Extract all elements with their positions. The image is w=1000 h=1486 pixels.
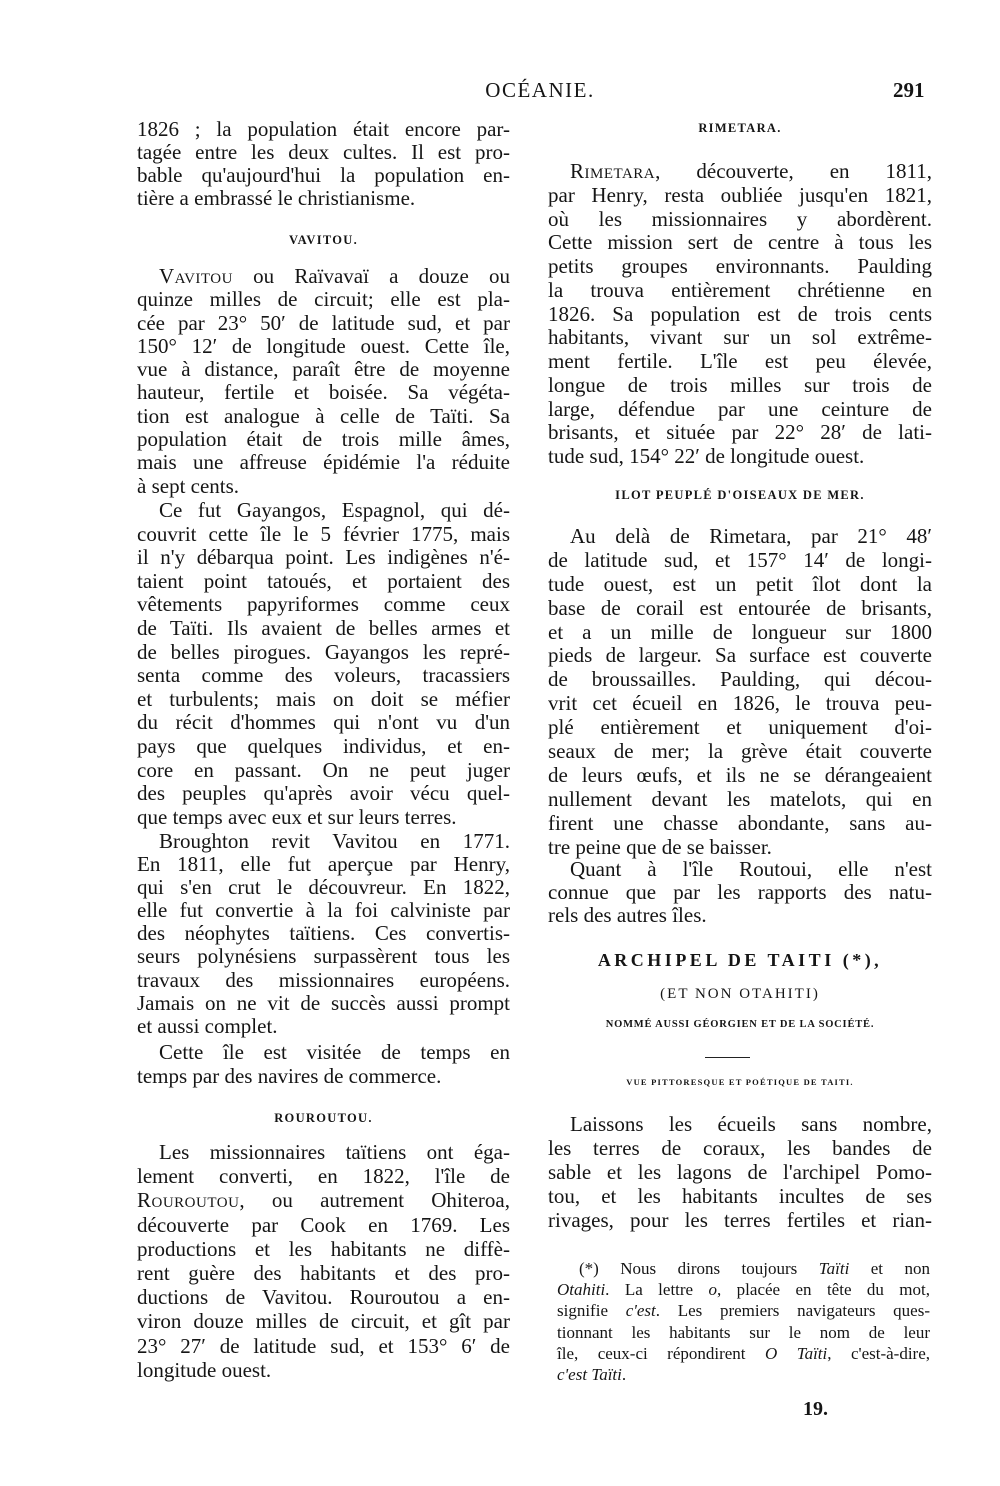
text-run: 1826 ; la population était encore par-: [137, 117, 510, 141]
text-run: Cette mission sert de centre à tous les: [548, 230, 932, 255]
paragraph: [548, 1112, 932, 1232]
footnote: [557, 1258, 930, 1388]
text-line: [137, 335, 510, 358]
text-run: Quant à l'île Routoui, elle n'est: [570, 857, 932, 881]
text-line: [137, 922, 510, 945]
text-line: [548, 421, 932, 445]
text-line: [137, 475, 510, 498]
text-line: [137, 141, 510, 164]
text-run: des peuples qu'après avoir vécu quel-: [137, 781, 510, 806]
paragraph: [137, 265, 510, 498]
text-line: [548, 597, 932, 621]
text-line: [137, 1015, 510, 1038]
text-run: longitude ouest.: [137, 1357, 272, 1382]
text-line: [548, 303, 932, 327]
text-line: [137, 451, 510, 474]
text-line: [137, 428, 510, 451]
text-line: [548, 350, 932, 374]
text-line: [137, 830, 510, 853]
text-line: [548, 881, 932, 904]
text-line: [137, 1188, 510, 1212]
small-caps-name: Vavitou: [159, 264, 233, 288]
text-line: [548, 788, 932, 812]
text-line: [137, 381, 510, 404]
text-line: [548, 445, 932, 469]
text-run: du récit d'hommes qui n'ont vu d'un: [137, 710, 510, 735]
text-line: [137, 945, 510, 968]
text-run: elle fut convertie à la foi calviniste par: [137, 898, 510, 923]
text-run: cée par 23° 50′ de latitude sud, et par: [137, 310, 510, 335]
text-run: de leurs œufs, et ils ne se dérangeaient: [548, 762, 932, 787]
italic-text: O Taïti: [764, 1343, 828, 1363]
section-subtitle: (ET NON OTAHITI): [660, 986, 820, 1002]
text-run: qui s'en crut le découvreur. En 1822,: [137, 875, 510, 900]
running-title: OCÉANIE.: [485, 78, 595, 102]
text-run: rivages, pour les terres fertiles et rian-: [548, 1208, 932, 1232]
text-line: [137, 1358, 510, 1382]
text-run: longue de trois milles sur trois de: [548, 372, 932, 397]
divider-rule: [705, 1057, 750, 1058]
text-run: de belles pirogues. Gayangos les repré-: [137, 639, 510, 664]
text-line: [137, 570, 510, 594]
text-run: viron douze milles de circuit, et gît par: [137, 1309, 510, 1334]
text-line: [548, 255, 932, 279]
text-run: les terres de coraux, les bandes de: [548, 1136, 932, 1160]
paragraph: [137, 499, 510, 829]
text-run: île, ceux-ci répondirent: [557, 1343, 765, 1363]
text-run: (*) Nous dirons toujours: [579, 1259, 819, 1278]
text-line: [137, 711, 510, 735]
text-line: [137, 782, 510, 806]
italic-text: o: [708, 1280, 718, 1300]
text-run: core en passant. On ne peut juger: [137, 757, 510, 782]
text-line: [548, 858, 932, 881]
text-run: productions et les habitants ne diffè-: [137, 1236, 510, 1261]
text-run: seaux de mer; la grève était couverte: [548, 739, 932, 764]
italic-text: c'est Taïti: [557, 1364, 622, 1384]
text-line: [548, 692, 932, 716]
text-run: , ou autrement Ohiteroa,: [239, 1188, 510, 1213]
text-run: . Les premiers navigateurs ques-: [655, 1301, 930, 1321]
text-run: , c'est-à-dire,: [827, 1343, 931, 1363]
text-run: Laissons les écueils sans nombre,: [570, 1112, 932, 1136]
text-line: [137, 1285, 510, 1309]
text-run: vêtements papyriformes comme ceux: [137, 592, 510, 617]
text-line: [137, 688, 510, 712]
text-run: de broussailles. Paulding, qui décou-: [548, 667, 932, 692]
text-line: [137, 523, 510, 547]
left-column: [137, 0, 510, 1400]
text-line: [548, 716, 932, 740]
text-run: des néophytes taïtiens. Ces convertis-: [137, 921, 510, 946]
section-heading: ROUROUTOU.: [274, 1111, 373, 1125]
text-run: Au delà de Rimetara, par 21° 48′: [570, 524, 932, 548]
text-run: population était de trois mille âmes,: [137, 427, 510, 452]
text-line: [137, 1040, 510, 1064]
text-line: [548, 160, 932, 184]
text-run: large, défendue par une ceinture de: [548, 396, 932, 421]
text-run: pieds de largeur. Sa surface est couverte: [548, 643, 932, 668]
text-line: [137, 499, 510, 523]
page-number: 291: [893, 78, 925, 102]
text-run: vrit cet écueil en 1826, le trouva peu-: [548, 691, 932, 716]
text-line: [548, 279, 932, 303]
text-run: couvrit cette île le 5 février 1775, mais: [137, 521, 510, 546]
text-run: à sept cents.: [137, 473, 240, 498]
text-line: [548, 644, 932, 668]
text-run: lement converti, en 1822, l'île de: [137, 1164, 510, 1189]
text-line: [137, 1064, 510, 1088]
section-subheading: VUE PITTORESQUE ET POÉTIQUE DE TAITI.: [626, 1077, 854, 1087]
text-run: sable et les lagons de l'archipel Pomo-: [548, 1160, 932, 1184]
right-column: [548, 0, 932, 1400]
footnote-line: [557, 1322, 930, 1343]
text-run: Ce fut Gayangos, Espagnol, qui dé-: [159, 498, 510, 522]
text-line: [137, 735, 510, 759]
text-run: tionnant les habitants sur le nom de leur: [557, 1322, 930, 1342]
paragraph: [548, 525, 932, 859]
text-run: firent une chasse abondante, sans au-: [548, 810, 932, 835]
paragraph: [548, 858, 932, 927]
text-line: [137, 1237, 510, 1261]
text-run: pays que quelques individus, et en-: [137, 733, 510, 758]
text-line: [137, 1140, 510, 1164]
text-run: tagée entre les deux cultes. Il est pro-: [137, 140, 510, 164]
section-title: ARCHIPEL DE TAITI (*),: [597, 950, 883, 970]
text-line: [137, 992, 510, 1015]
text-run: Jamais on ne vit de succès aussi prompt: [137, 990, 510, 1015]
text-run: 1826. Sa population est de trois cents: [548, 301, 932, 326]
text-run: il n'y débarqua point. Les indigènes n'é-: [137, 545, 510, 570]
text-line: [137, 899, 510, 922]
small-caps-name: Rouroutou: [137, 1188, 240, 1213]
text-line: [137, 265, 510, 288]
text-run: la trouva entièrement chrétienne en: [548, 277, 932, 302]
text-run: signifie: [557, 1301, 626, 1321]
text-line: [548, 549, 932, 573]
text-line: [548, 764, 932, 788]
text-run: brisants, et située par 22° 28′ de lati-: [548, 420, 932, 445]
text-run: petits groupes environnants. Paulding: [548, 254, 932, 278]
text-run: tière a embrassé le christianisme.: [137, 186, 416, 210]
text-run: . La lettre: [605, 1280, 709, 1300]
text-run: seurs polynésiens surpassèrent tous les: [137, 944, 510, 969]
text-line: [548, 1184, 932, 1208]
text-run: et a un mille de longueur sur 1800: [548, 619, 932, 644]
text-line: [548, 904, 932, 927]
text-run: base de corail est entourée de brisants,: [548, 595, 932, 620]
text-run: habitants, vivant sur un sol extrême-: [548, 325, 932, 350]
text-line: [548, 1112, 932, 1136]
text-run: tre peine que de se baisser.: [548, 834, 772, 859]
text-line: [137, 593, 510, 617]
text-run: où les missionnaires y abordèrent.: [548, 206, 932, 231]
text-run: de latitude sud, et 157° 14′ de longi-: [548, 547, 932, 572]
text-run: bable qu'aujourd'hui la population en-: [137, 163, 510, 187]
section-alt-name: NOMMÉ AUSSI GÉORGIEN ET DE LA SOCIÉTÉ.: [605, 1019, 875, 1030]
section-heading: RIMETARA.: [698, 121, 782, 135]
text-line: [548, 1208, 932, 1232]
text-run: et non: [849, 1259, 930, 1278]
text-line: [137, 759, 510, 783]
text-run: connue que par les rapports des natu-: [548, 880, 932, 904]
text-line: [548, 621, 932, 645]
text-run: senta comme des voleurs, tracassiers: [137, 663, 510, 688]
text-run: et aussi complet.: [137, 1013, 278, 1038]
text-line: [137, 546, 510, 570]
text-line: [548, 208, 932, 232]
text-line: [137, 187, 510, 210]
text-line: [548, 573, 932, 597]
text-run: taient point tatoués, et portaient des: [137, 568, 510, 593]
text-line: [137, 969, 510, 992]
text-line: [548, 231, 932, 255]
text-line: [137, 1213, 510, 1237]
text-run: rent guère des habitants et des pro-: [137, 1260, 510, 1285]
text-line: [548, 398, 932, 422]
text-run: que temps avec eux et sur leurs terres.: [137, 804, 457, 829]
text-line: [548, 374, 932, 398]
text-run: ment fertile. L'île est peu élevée,: [548, 349, 932, 373]
text-line: [548, 525, 932, 549]
text-run: hauteur, fertile et boisée. Sa végéta-: [137, 380, 510, 405]
paragraph: [137, 1140, 510, 1382]
text-run: temps par des navires de commerce.: [137, 1064, 442, 1088]
text-line: [137, 1261, 510, 1285]
text-line: [137, 617, 510, 641]
text-line: [137, 806, 510, 830]
text-line: [137, 312, 510, 335]
text-run: quinze milles de circuit; elle est pla-: [137, 287, 510, 312]
paragraph: [137, 1040, 510, 1088]
section-heading: VAVITOU.: [288, 233, 359, 247]
text-line: [137, 853, 510, 876]
text-run: tude sud, 154° 22′ de longitude ouest.: [548, 444, 865, 468]
footnote-line: [557, 1258, 930, 1279]
signature-mark: 19.: [803, 1398, 828, 1420]
text-run: et turbulents; mais on doit se méfier: [137, 686, 510, 711]
small-caps-name: Rimetara: [570, 159, 656, 183]
text-run: 23° 27′ de latitude sud, et 153° 6′ de: [137, 1333, 510, 1358]
text-line: [137, 664, 510, 688]
text-line: [548, 812, 932, 836]
footnote-line: [557, 1364, 930, 1385]
text-run: Les missionnaires taïtiens ont éga-: [159, 1140, 510, 1164]
text-run: .: [621, 1364, 627, 1384]
text-line: [137, 405, 510, 428]
text-line: [137, 358, 510, 381]
text-line: [137, 288, 510, 311]
paragraph: [137, 118, 510, 210]
text-line: [548, 668, 932, 692]
italic-text: Otahiti: [557, 1280, 606, 1300]
text-run: travaux des missionnaires européens.: [137, 967, 510, 992]
text-line: [548, 184, 932, 208]
text-line: [137, 641, 510, 665]
text-run: par Henry, resta oubliée jusqu'en 1821,: [548, 182, 932, 207]
text-run: Broughton revit Vavitou en 1771.: [159, 829, 510, 853]
paragraph: [548, 160, 932, 469]
text-run: mais une affreuse épidémie l'a réduite: [137, 450, 510, 475]
italic-text: c'est: [625, 1301, 656, 1321]
text-run: tion est analogue à celle de Taïti. Sa: [137, 403, 510, 428]
text-run: , placée en tête du mot,: [717, 1280, 930, 1300]
text-run: 150° 12′ de longitude ouest. Cette île,: [137, 333, 510, 358]
text-run: de Taïti. Ils avaient de belles armes et: [137, 615, 510, 640]
footnote-line: [557, 1279, 930, 1300]
italic-text: Taïti: [818, 1259, 850, 1278]
text-line: [548, 326, 932, 350]
text-run: plé entièrement et uniquement d'oi-: [548, 715, 932, 740]
text-line: [548, 1136, 932, 1160]
text-line: [548, 740, 932, 764]
text-line: [548, 1160, 932, 1184]
section-heading: ILOT PEUPLÉ D'OISEAUX DE MER.: [615, 488, 865, 502]
text-run: , découverte, en 1811,: [655, 159, 932, 183]
text-line: [548, 836, 932, 860]
text-line: [137, 1309, 510, 1333]
text-line: [137, 118, 510, 141]
text-run: vue à distance, paraît être de moyenne: [137, 357, 510, 382]
text-run: découverte par Cook en 1769. Les: [137, 1212, 510, 1237]
text-line: [137, 876, 510, 899]
text-run: nullement devant les matelots, qui en: [548, 786, 932, 811]
text-line: [137, 164, 510, 187]
text-line: [137, 1164, 510, 1188]
text-run: En 1811, elle fut aperçue par Henry,: [137, 852, 510, 877]
paragraph: [137, 830, 510, 1038]
text-run: ductions de Vavitou. Rouroutou a en-: [137, 1285, 510, 1310]
text-run: tude ouest, est un petit îlot dont la: [548, 571, 932, 596]
footnote-line: [557, 1300, 930, 1321]
text-line: [137, 1334, 510, 1358]
text-run: tou, et les habitants incultes de ses: [548, 1184, 932, 1208]
footnote-line: [557, 1343, 930, 1364]
text-run: ou Raïvavaï a douze ou: [232, 264, 510, 288]
text-run: rels des autres îles.: [548, 903, 707, 927]
text-run: Cette île est visitée de temps en: [159, 1040, 510, 1064]
